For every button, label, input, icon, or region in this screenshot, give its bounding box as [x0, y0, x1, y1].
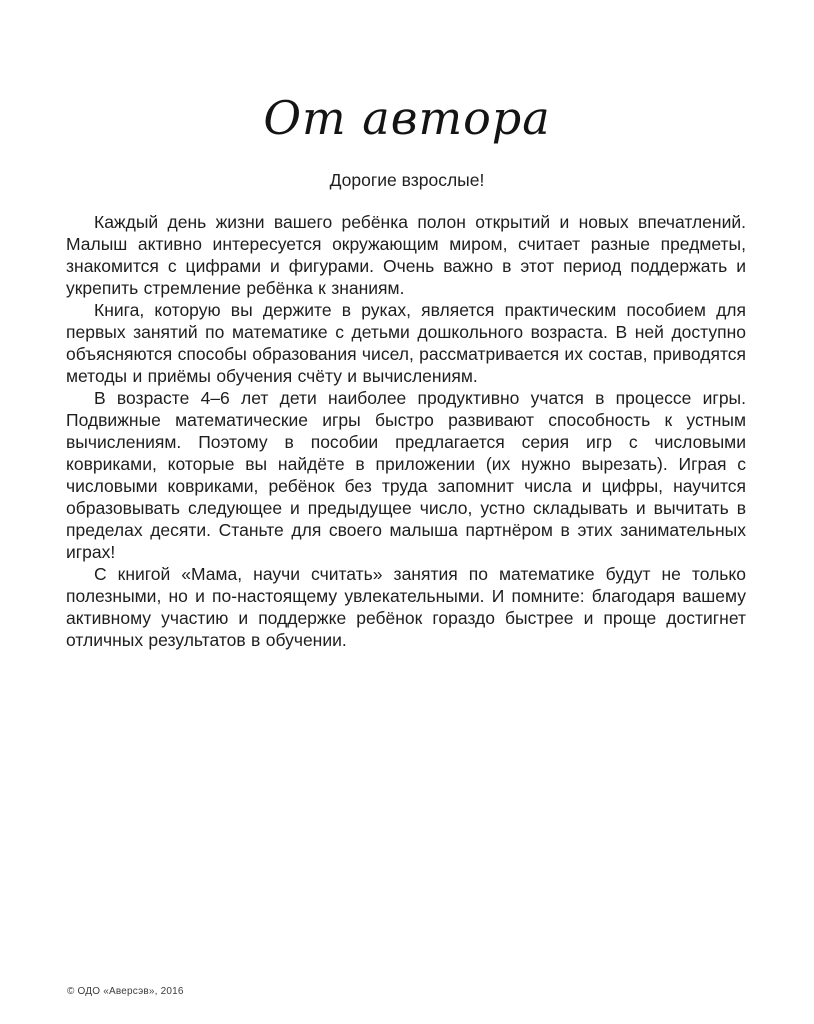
page-title: От автора [263, 91, 551, 145]
paragraph-1: Каждый день жизни вашего ребёнка полон открытий и новых впечатлений. Малыш активно интересуется окружающим миром, считает разные предметы, знакомится с цифрами и фигурами. Очень важно в этот период поддержать и укрепить стремление ребёнка к знаниям. [66, 211, 746, 298]
copyright-notice: © ОДО «Аверсэв», 2016 [67, 986, 184, 997]
paragraph-4: С книгой «Мама, научи считать» занятия по математике будут не только полезными, но и по-настоящему увлекательными. И помните: благодаря вашему активному участию и поддержке ребёнок гораздо быстрее и проще достигнет отличных результатов в обучении. [66, 563, 746, 650]
paragraph-2: Книга, которую вы держите в руках, является практическим пособием для первых занятий по математике с детьми дошкольного возраста. В ней доступно объясняются способы образования чисел, рассматривается их состав, приводятся методы и приёмы обучения счёту и вычислениям. [66, 299, 746, 386]
paragraph-3: В возрасте 4–6 лет дети наиболее продуктивно учатся в процессе игры. Подвижные математические игры быстро развивают способность к устным вычислениям. Поэтому в пособии предлагается серия игр с числовыми ковриками, которые вы найдёте в приложении (их нужно вырезать). Играя с числовыми ковриками, ребёнок без труда запомнит числа и цифры, научится образовывать следующее и предыдущее число, устно складывать и вычитать в пределах десяти. Станьте для своего малыша партнёром в этих занимательных играх! [66, 387, 746, 562]
greeting-line: Дорогие взрослые! [329, 169, 485, 190]
body-text [66, 211, 746, 651]
